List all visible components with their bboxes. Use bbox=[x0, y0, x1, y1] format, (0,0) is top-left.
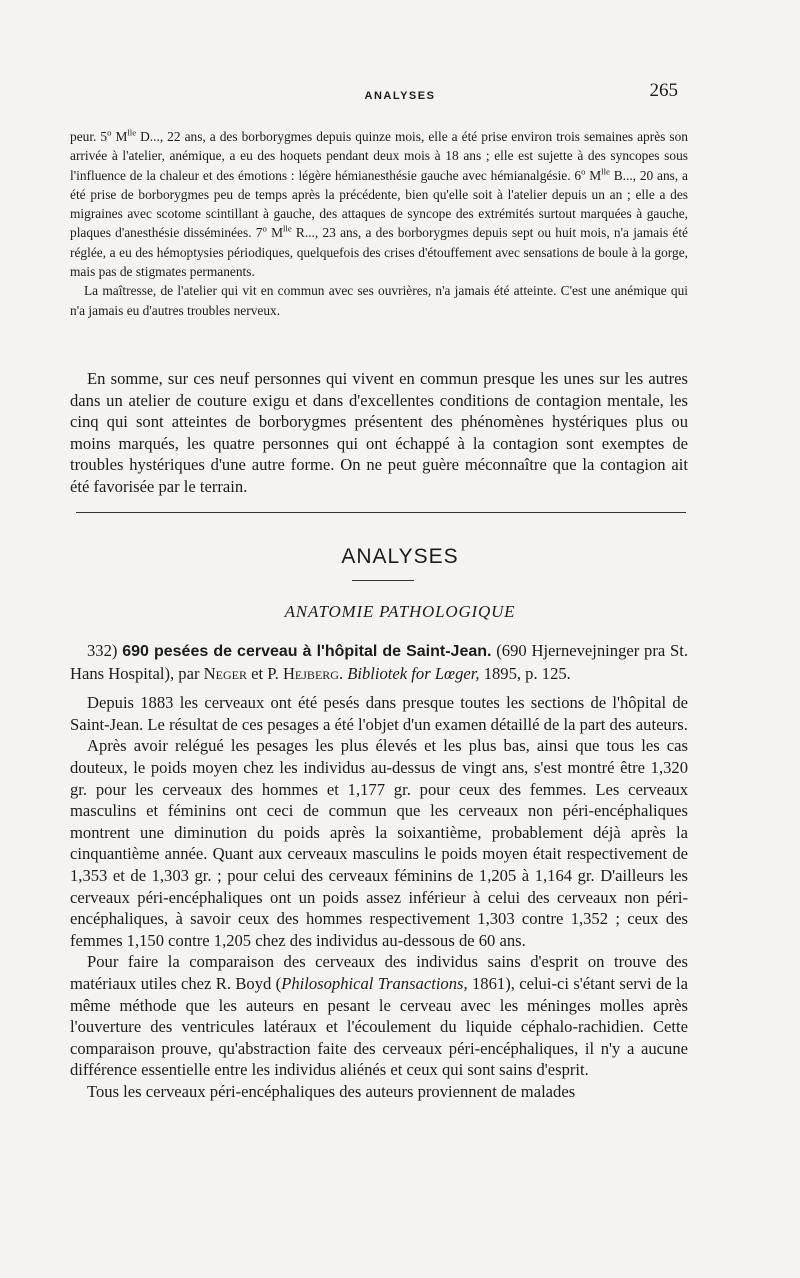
case-notes bbox=[70, 127, 688, 320]
case-paragraph: peur. 5$^o$ $M^{lle}$ D..., 22 ans, a des borborygmes depuis quinze mois, elle a été prise environ trois semaines après son arrivée à l'atelier, anémique, a eu des hoquets pendant deux mois à 18 ans ; elle est sujette à des syncopes sous l'influence de la chaleur et des émotions : légère hémianesthésie gauche avec hémianalgésie. 6$^o$ $M^{lle}$ B..., 20 ans, a été prise de borborygmes peu de temps après la précédente, bien qu'elle soit à l'atelier depuis un an ; elle a des migraines avec scotome scintillant à gauche, des attaques de syncope des extrémités surtout marquées à gauche, plaques d'anesthésie disséminées. 7$^o$ $M^{lle}$ R..., 23 ans, a des borborygmes depuis sept ou huit mois, n'a jamais été réglée, a eu des hémoptysies périodiques, quelquefois des crises d'étouffement avec sensations de boule à la gorge, mais pas de stigmates permanents. bbox=[70, 127, 688, 280]
article-heading: 332) 690 pesées de cerveau à l'hôpital de Saint-Jean. (690 Hjernevejninger pra St. Hans Hospital), par Neger et P. Hejberg. Bibliotek for Lœger, 1895, p. 125. bbox=[70, 641, 689, 683]
subsection-title: ANATOMIE PATHOLOGIQUE bbox=[284, 602, 516, 621]
conclusion bbox=[70, 368, 688, 498]
running-header bbox=[0, 80, 800, 108]
author-name: Neger bbox=[203, 663, 247, 683]
article-paragraph: Pour faire la comparaison des cerveaux des individus sains d'esprit on trouve des matériaux utiles chez R. Boyd (Philosophical Transactions, 1861), celui-ci s'étant servi de la même méthode que les auteurs en pesant le cerveau avec les méninges molles après l'ouverture des ventricules latéraux et l'écoulement du liquide céphalo-rachidien. Cette comparaison prouve, qu'abstraction faite des cerveaux péri-encéphaliques, il n'y a aucune différence essentielle entre les individus aliénés et ceux qui sont sains d'esprit. bbox=[70, 952, 688, 1080]
author-name: Hejberg bbox=[282, 663, 339, 683]
article-paragraph: Après avoir relégué les pesages les plus élevés et les plus bas, ainsi que tous les cas douteux, le poids moyen chez les individus au-dessus de vingt ans, s'est montré être 1,320 gr. pour les cerveaux des hommes et 1,177 gr. pour ceux des femmes. Les cerveaux masculins et féminins ont ceci de commun que les cerveaux non péri-encéphaliques montrent une diminution du poids après la soixantième, probablement déjà après la cinquantième année. Quant aux cerveaux masculins le poids moyen était respectivement de 1,353 et de 1,303 gr. ; pour celui des cerveaux féminins de 1,205 à 1,164 gr. D'ailleurs les cerveaux péri-encéphaliques ont un poids assez inférieur à celui des cerveaux non péri-encéphaliques, à savoir ceux des hommes respectivement 1,303 contre 1,352 ; ceux des femmes 1,150 contre 1,205 chez des individus au-dessous de 60 ans. bbox=[70, 736, 688, 950]
article-paragraph: Tous les cerveaux péri-encéphaliques des auteurs proviennent de malades bbox=[87, 1081, 576, 1101]
conclusion-paragraph: En somme, sur ces neuf personnes qui vivent en commun presque les unes sur les autres dans un atelier de couture exigu et dans d'excellentes conditions de contagion mentale, les cinq qui sont atteintes de borborygmes présentent des phénomènes hystériques plus ou moins marqués, les quatre personnes qui ont échappé à la contagion sont exemptes de troubles hystériques d'une autre forme. On ne peut guère méconnaître que la contagion ait été favorisée par le terrain. bbox=[70, 369, 688, 496]
article-paragraph: Depuis 1883 les cerveaux ont été pesés dans presque toutes les sections de l'hôpital de Saint-Jean. Le résultat de ces pesages a été l'objet d'un examen détaillé de la part des auteurs. bbox=[70, 693, 688, 734]
section-title: ANALYSES bbox=[341, 545, 459, 568]
section-divider bbox=[76, 512, 686, 513]
article bbox=[70, 640, 688, 1102]
journal-name: Bibliotek for Lœger, bbox=[347, 663, 480, 683]
case-paragraph-mistress: La maîtresse, de l'atelier qui vit en commun avec ses ouvrières, n'a jamais été atteinte. C'est une anémique qui n'a jamais eu d'autres troubles nerveux. bbox=[70, 283, 688, 318]
article-title: 690 pesées de cerveau à l'hôpital de Saint-Jean. bbox=[122, 643, 492, 660]
page-number: 265 bbox=[649, 80, 678, 101]
title-underline bbox=[352, 580, 414, 581]
article-number: 332) bbox=[87, 641, 118, 660]
running-title: ANALYSES bbox=[364, 90, 436, 102]
